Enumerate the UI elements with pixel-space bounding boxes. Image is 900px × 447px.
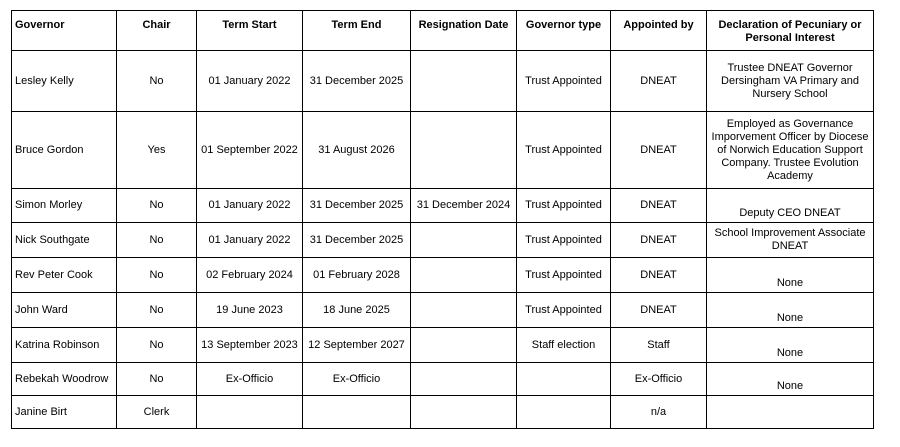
cell-term-end <box>303 396 411 429</box>
cell-term-start <box>197 396 303 429</box>
cell-chair: No <box>117 328 197 363</box>
cell-declaration: Deputy CEO DNEAT <box>707 189 874 223</box>
cell-term-start: 02 February 2024 <box>197 258 303 293</box>
cell-term-start: 01 January 2022 <box>197 223 303 258</box>
cell-resignation-date <box>411 258 517 293</box>
cell-chair: Yes <box>117 112 197 189</box>
cell-governor: Simon Morley <box>12 189 117 223</box>
cell-resignation-date <box>411 112 517 189</box>
cell-term-start: 01 September 2022 <box>197 112 303 189</box>
header-term-start: Term Start <box>197 11 303 51</box>
cell-term-end: 31 December 2025 <box>303 189 411 223</box>
cell-governor-type: Trust Appointed <box>517 112 611 189</box>
header-appointed-by: Appointed by <box>611 11 707 51</box>
cell-appointed-by: Ex-Officio <box>611 363 707 396</box>
cell-resignation-date <box>411 223 517 258</box>
cell-chair: Clerk <box>117 396 197 429</box>
cell-governor-type: Trust Appointed <box>517 258 611 293</box>
cell-term-end: 12 September 2027 <box>303 328 411 363</box>
cell-term-end: 01 February 2028 <box>303 258 411 293</box>
table-header-row <box>12 11 874 51</box>
table-row <box>12 396 874 429</box>
table-row <box>12 328 874 363</box>
table-row <box>12 258 874 293</box>
cell-appointed-by: DNEAT <box>611 223 707 258</box>
cell-governor: Rev Peter Cook <box>12 258 117 293</box>
header-governor: Governor <box>12 11 117 51</box>
cell-appointed-by: DNEAT <box>611 258 707 293</box>
cell-appointed-by: n/a <box>611 396 707 429</box>
cell-governor-type: Trust Appointed <box>517 293 611 328</box>
cell-chair: No <box>117 293 197 328</box>
cell-declaration: None <box>707 258 874 293</box>
cell-term-end: 31 August 2026 <box>303 112 411 189</box>
cell-resignation-date <box>411 396 517 429</box>
cell-chair: No <box>117 51 197 112</box>
cell-term-start: Ex-Officio <box>197 363 303 396</box>
cell-chair: No <box>117 223 197 258</box>
cell-resignation-date <box>411 328 517 363</box>
cell-declaration: None <box>707 363 874 396</box>
cell-chair: No <box>117 258 197 293</box>
cell-term-end: Ex-Officio <box>303 363 411 396</box>
cell-governor: Katrina Robinson <box>12 328 117 363</box>
cell-governor-type <box>517 396 611 429</box>
cell-resignation-date <box>411 363 517 396</box>
cell-appointed-by: DNEAT <box>611 293 707 328</box>
cell-governor-type: Staff election <box>517 328 611 363</box>
header-resignation-date: Resignation Date <box>411 11 517 51</box>
cell-appointed-by: DNEAT <box>611 51 707 112</box>
cell-resignation-date <box>411 293 517 328</box>
header-term-end: Term End <box>303 11 411 51</box>
cell-declaration: None <box>707 293 874 328</box>
cell-term-start: 13 September 2023 <box>197 328 303 363</box>
header-governor-type: Governor type <box>517 11 611 51</box>
cell-term-start: 01 January 2022 <box>197 51 303 112</box>
cell-governor-type: Trust Appointed <box>517 189 611 223</box>
cell-governor: John Ward <box>12 293 117 328</box>
header-declaration: Declaration of Pecuniary or Personal Interest <box>707 11 874 51</box>
cell-appointed-by: Staff <box>611 328 707 363</box>
cell-governor: Janine Birt <box>12 396 117 429</box>
cell-resignation-date: 31 December 2024 <box>411 189 517 223</box>
cell-chair: No <box>117 189 197 223</box>
cell-term-end: 31 December 2025 <box>303 51 411 112</box>
cell-appointed-by: DNEAT <box>611 112 707 189</box>
cell-chair: No <box>117 363 197 396</box>
table-row <box>12 189 874 223</box>
header-chair: Chair <box>117 11 197 51</box>
cell-governor: Lesley Kelly <box>12 51 117 112</box>
cell-term-start: 19 June 2023 <box>197 293 303 328</box>
governors-table <box>11 10 874 429</box>
cell-governor: Nick Southgate <box>12 223 117 258</box>
cell-declaration: None <box>707 328 874 363</box>
cell-declaration <box>707 396 874 429</box>
cell-governor: Rebekah Woodrow <box>12 363 117 396</box>
table-row <box>12 293 874 328</box>
table-row <box>12 363 874 396</box>
cell-declaration: Employed as Governance Imporvement Officer by Diocese of Norwich Education Support Company. Trustee Evolution Academy <box>707 112 874 189</box>
cell-governor: Bruce Gordon <box>12 112 117 189</box>
cell-governor-type <box>517 363 611 396</box>
cell-term-end: 18 June 2025 <box>303 293 411 328</box>
cell-governor-type: Trust Appointed <box>517 223 611 258</box>
cell-term-end: 31 December 2025 <box>303 223 411 258</box>
cell-term-start: 01 January 2022 <box>197 189 303 223</box>
cell-resignation-date <box>411 51 517 112</box>
cell-declaration: Trustee DNEAT Governor Dersingham VA Primary and Nursery School <box>707 51 874 112</box>
table-row <box>12 51 874 112</box>
table-row <box>12 223 874 258</box>
cell-declaration: School Improvement Associate DNEAT <box>707 223 874 258</box>
cell-governor-type: Trust Appointed <box>517 51 611 112</box>
table-row <box>12 112 874 189</box>
cell-appointed-by: DNEAT <box>611 189 707 223</box>
